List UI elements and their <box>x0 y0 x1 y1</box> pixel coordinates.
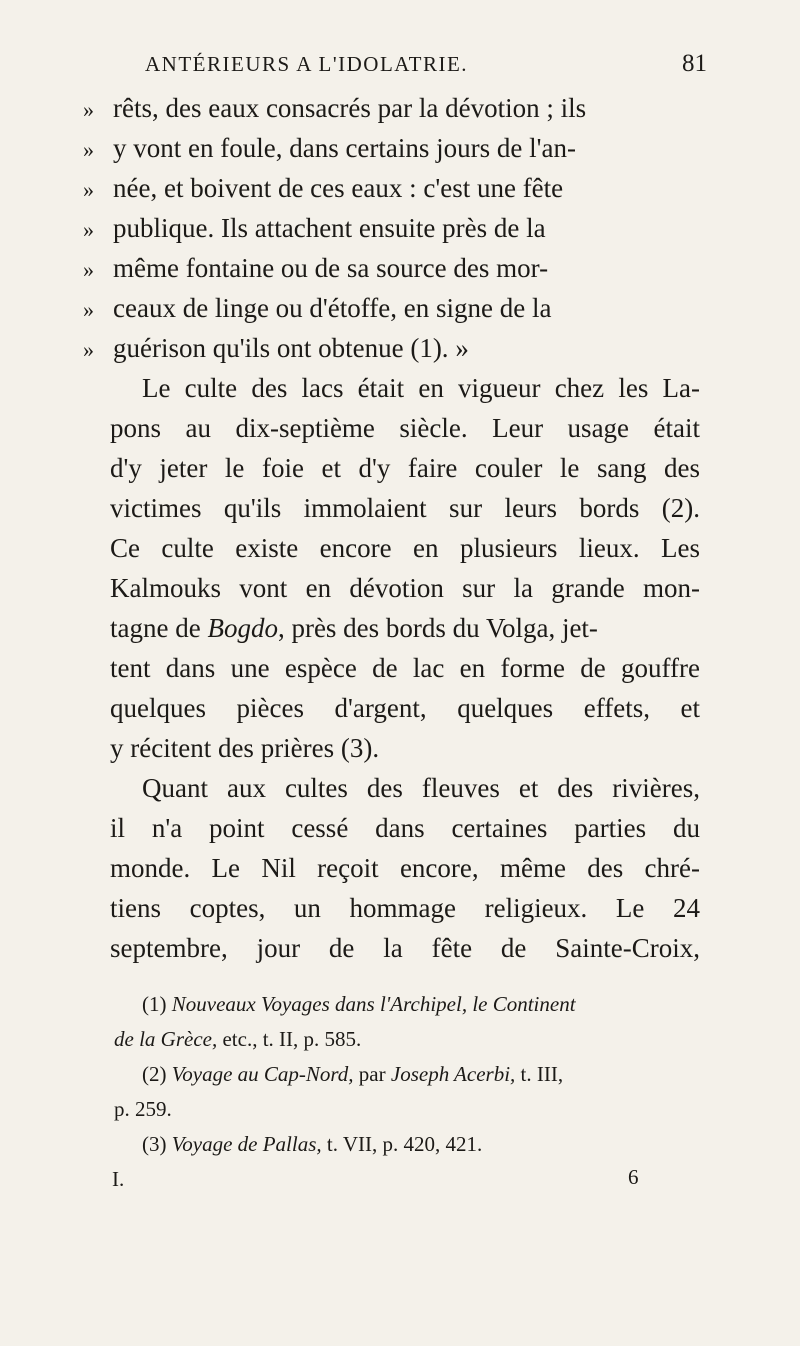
quote-line: » même fontaine ou de sa source des mor- <box>83 253 549 283</box>
body-line: Kalmouks vont en dévotion sur la grande mon- <box>110 573 700 603</box>
footnote-3: (3) Voyage de Pallas, t. VII, p. 420, 421. <box>142 1132 483 1156</box>
quote-line: » ceaux de linge ou d'étoffe, en signe de la <box>83 293 552 323</box>
body-line: quelques pièces d'argent, quelques effets, et <box>110 693 700 723</box>
body-line: d'y jeter le foie et d'y faire couler le sang des <box>110 453 700 483</box>
body-line: Ce culte existe encore en plusieurs lieux. Les <box>110 533 700 563</box>
body-line: Quant aux cultes des fleuves et des rivières, <box>142 773 700 803</box>
body-line: il n'a point cessé dans certaines parties du <box>110 813 700 843</box>
quote-line: » rêts, des eaux consacrés par la dévotion ; ils <box>83 93 587 123</box>
quote-line: » y vont en foule, dans certains jours de l'an- <box>83 133 576 163</box>
body-line: septembre, jour de la fête de Sainte-Croix, <box>110 933 700 963</box>
footnote-1-cont: de la Grèce, etc., t. II, p. 585. <box>114 1027 362 1051</box>
quote-line: » née, et boivent de ces eaux : c'est une fête <box>83 173 564 203</box>
body-line: tent dans une espèce de lac en forme de gouffre <box>110 653 700 683</box>
footnote-2-cont: p. 259. <box>114 1097 172 1121</box>
body-line: tiens coptes, un hommage religieux. Le 24 <box>110 893 700 923</box>
body-line: victimes qu'ils immolaient sur leurs bords (2). <box>110 493 700 523</box>
footnote-2: (2) Voyage au Cap-Nord, par Joseph Acerbi, t. III, <box>142 1062 564 1086</box>
quote-line: » publique. Ils attachent ensuite près de la <box>83 213 546 243</box>
volume-mark: I. <box>112 1167 125 1191</box>
body-line: tagne de Bogdo, près des bords du Volga, jet- <box>110 613 598 643</box>
place-name: Bogdo <box>207 613 278 643</box>
page-number: 81 <box>682 50 707 77</box>
body-line: Le culte des lacs était en vigueur chez les La- <box>142 373 700 403</box>
body-line: pons au dix-septième siècle. Leur usage était <box>110 413 700 443</box>
body-line: monde. Le Nil reçoit encore, même des chré- <box>110 853 700 883</box>
quote-line: » guérison qu'ils ont obtenue (1). » <box>83 333 469 363</box>
footnote-1: (1) Nouveaux Voyages dans l'Archipel, le Continent <box>142 992 576 1016</box>
sheet-signature: 6 <box>628 1165 639 1189</box>
body-line: y récitent des prières (3). <box>110 733 380 763</box>
running-head: ANTÉRIEURS A L'IDOLATRIE. <box>145 52 469 76</box>
